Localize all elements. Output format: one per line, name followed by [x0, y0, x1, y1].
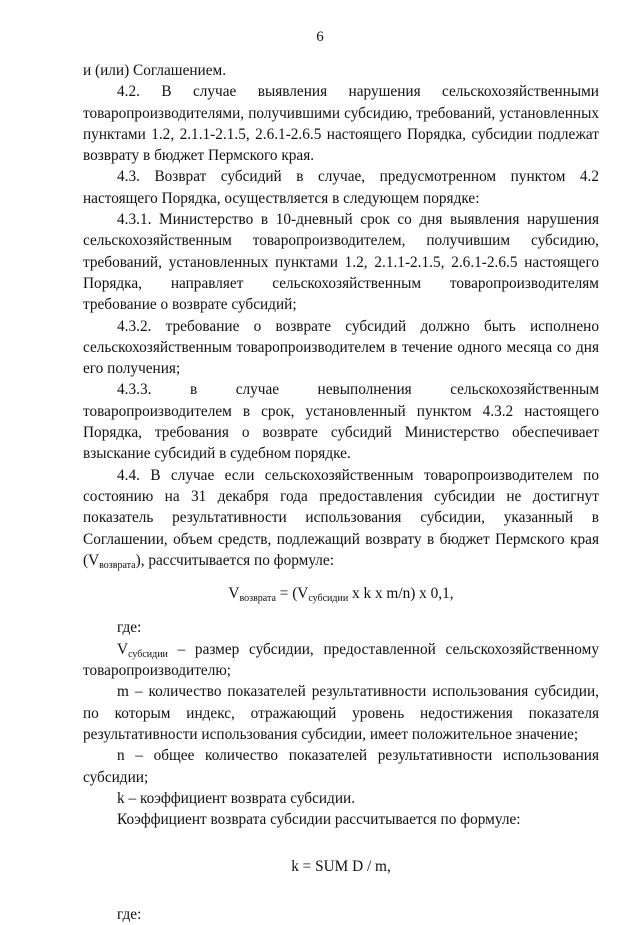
definition-m: m – количество показателей результативности использования субсидии, по которым индекс, отражающий уровень недостижения показателя результативности использования субсидии, имеет положительное значение; — [83, 683, 599, 743]
where-label: где: — [117, 619, 142, 637]
definition-k: k – коэффициент возврата субсидии. — [117, 789, 356, 807]
paragraph-4-4-tail: ), рассчитывается по формуле: — [135, 551, 334, 569]
definition-v-subsidy — [83, 639, 599, 682]
formula-rest: x k x m/n) x 0,1, — [348, 585, 454, 603]
formula-eq-open: = (V — [275, 585, 309, 603]
definition-n: n – общее количество показателей результативности использования субсидии; — [83, 747, 599, 786]
formula-k: k = SUM D / m, — [291, 858, 391, 876]
v-return-subscript: возврата — [99, 559, 136, 571]
document-body — [83, 60, 599, 925]
where-label-2: где: — [117, 905, 142, 923]
def-v-text: – размер субсидии, предоставленной сельскохозяйственному товаропроизводителю; — [83, 640, 599, 680]
paragraph-coefficient: Коэффициент возврата субсидии рассчитывается по формуле: — [117, 811, 521, 829]
def-v: V — [117, 640, 129, 658]
paragraph-4-2: 4.2. В случае выявления нарушения сельскохозяйственными товаропроизводителями, получившими субсидию, требований, установленных пунктами 1.2, 2.1.1-2.1.5, 2.6.1-2.6.5 настоящего Порядка, субсидии подлежат возврату в бюджет Пермского края. — [83, 83, 599, 165]
paragraph-4-4 — [83, 465, 599, 571]
def-v-subscript: субсидии — [128, 648, 168, 660]
page-number: 6 — [316, 29, 324, 45]
paragraph-4-3-2: 4.3.2. требование о возврате субсидий должно быть исполнено сельскохозяйственным товаропроизводителем в течение одного месяца со дня его получения; — [83, 317, 599, 378]
formula-v-subscript: возврата — [239, 593, 276, 605]
paragraph-4-4-text: 4.4. В случае если сельскохозяйственным товаропроизводителем по состоянию на 31 декабря года предоставления субсидии не достигнут показатель результативности использования субсидии, указанный в Соглашении, объем средств, подлежащий возврату в бюджет Пермского края (V — [83, 466, 599, 569]
paragraph-4-3: 4.3. Возврат субсидий в случае, предусмотренном пунктом 4.2 настоящего Порядка, осуществляется в следующем порядке: — [83, 168, 599, 207]
formula-s-subscript: субсидии — [308, 593, 349, 605]
formula-v: V — [228, 585, 240, 603]
paragraph-4-3-3: 4.3.3. в случае невыполнения сельскохозяйственным товаропроизводителем в срок, установленный пунктом 4.3.2 настоящего Порядка, требования о возврате субсидий Министерство обеспечивает взыскание субсидий в судебном порядке. — [83, 381, 599, 463]
formula-v-return — [83, 583, 599, 604]
paragraph-4-3-1: 4.3.1. Министерство в 10-дневный срок со дня выявления нарушения сельскохозяйственным товаропроизводителем, получившим субсидию, требований, установленных пунктами 1.2, 2.1.1-2.1.5, 2.6.1-2.6.5 настоящего Порядка, направляет сельскохозяйственным товаропроизводителям требование о возврате субсидий; — [83, 211, 599, 314]
paragraph-continuation: и (или) Соглашением. — [83, 62, 227, 79]
